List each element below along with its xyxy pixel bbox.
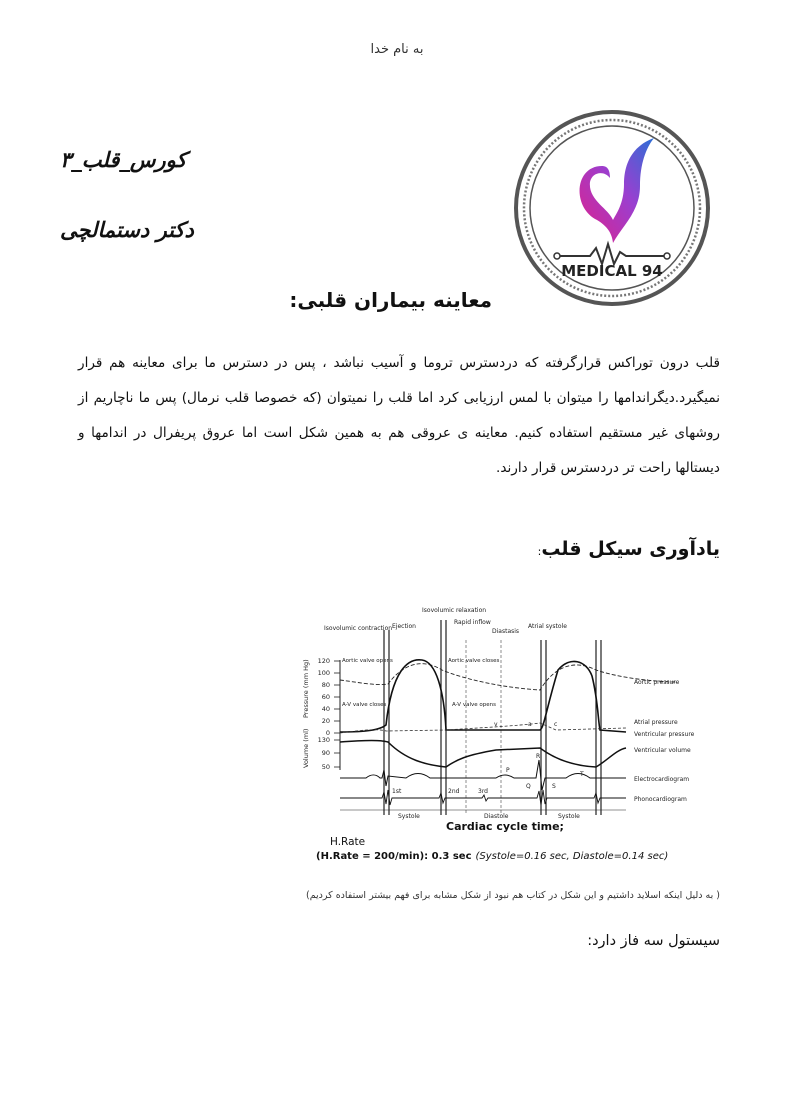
tick-130: 130: [317, 736, 330, 744]
wave-label-c: c: [554, 721, 558, 728]
tick-90: 90: [321, 749, 330, 757]
label-ejection: Ejection: [392, 623, 416, 630]
course-title: کورس_قلب_۳: [60, 148, 187, 172]
phase-bar-diastole: Diastole: [484, 813, 509, 820]
label-av-valve-closes: A-V valve closes: [342, 702, 387, 708]
volume-axis-label: Volume (ml): [302, 728, 310, 768]
label-av-valve-opens: A-V valve opens: [452, 702, 496, 708]
wave-label-a: a: [528, 721, 532, 728]
section-heading-cardiac-cycle: [80, 538, 720, 560]
label-ventricular-pressure: Ventricular pressure: [634, 731, 695, 738]
medical94-logo: [512, 108, 712, 308]
logo-text: MEDICAL 94: [561, 262, 663, 280]
phase-bar-systole-2: Systole: [558, 813, 580, 820]
figure-hr-line-bold: (H.Rate = 200/min): 0.3 sec: [316, 851, 472, 862]
figure-hr-line-italic: (Systole=0.16 sec, Diastole=0.14 sec): [475, 851, 669, 862]
pressure-axis-label: Pressure (mm Hg): [302, 659, 310, 718]
label-aortic-pressure: Aortic pressure: [634, 679, 680, 686]
page-header-bismillah: به نام خدا: [370, 42, 424, 57]
section-heading-colon: :: [537, 545, 542, 558]
figure-hr-line: [316, 851, 668, 862]
label-aortic-valve-opens: Aortic valve opens: [342, 658, 393, 664]
label-isovolumic-contraction: Isovolumic contraction: [324, 625, 393, 632]
tick-120: 120: [317, 657, 330, 665]
label-electrocardiogram: Electrocardiogram: [634, 776, 690, 783]
section-heading-text: یادآوری سیکل قلب: [541, 538, 720, 560]
label-diastasis: Diastasis: [492, 628, 520, 635]
section-heading-cardiac-exam: معاینه بیماران قلبی:: [289, 288, 492, 312]
heart-sound-3rd: 3rd: [478, 788, 488, 795]
label-phonocardiogram: Phonocardiogram: [634, 796, 687, 803]
wave-label-v: v: [494, 721, 498, 728]
ecg-label-s: S: [552, 783, 556, 790]
phase-bar-systole-1: Systole: [398, 813, 420, 820]
label-atrial-systole: Atrial systole: [528, 623, 567, 630]
ecg-label-q: Q: [526, 783, 531, 790]
heart-sound-2nd: 2nd: [448, 788, 460, 795]
ecg-label-r: R: [536, 753, 541, 760]
label-atrial-pressure: Atrial pressure: [634, 719, 678, 726]
figure-caption: ( به دلیل اینکه اسلاید داشتیم و این شکل در کتاب هم نبود از شکل مشابه برای فهم بیشتر استفاده کردیم): [306, 890, 720, 901]
tick-0: 0: [325, 729, 330, 737]
tick-20: 20: [321, 717, 330, 725]
doctor-name: دکتر دستمالچی: [60, 218, 194, 242]
tick-80: 80: [321, 681, 330, 689]
tick-100: 100: [317, 669, 330, 677]
ecg-label-p: P: [506, 767, 510, 774]
tick-40: 40: [321, 705, 330, 713]
label-isovolumic-relaxation: Isovolumic relaxation: [422, 607, 487, 614]
label-ventricular-volume: Ventricular volume: [634, 747, 691, 754]
tick-50: 50: [321, 763, 330, 771]
heart-sound-1st: 1st: [392, 788, 402, 795]
systole-phases-line: سیستول سه فاز دارد:: [587, 933, 720, 949]
label-aortic-valve-closes: Aortic valve closes: [448, 658, 500, 664]
label-rapid-inflow: Rapid inflow: [454, 619, 491, 626]
body-paragraph: قلب درون توراکس قرارگرفته که دردسترس تروما و آسیب نباشد ، پس در دسترس ما برای معاینه هم قرار نمیگیرد.دیگراندامها را میتوان با لمس ارزیابی کرد اما قلب را نمیتوان (که خصوصا قلب نرمال) پس ما ناچاریم از روشهای غیر مستقیم استفاده کنیم. معاینه ی عروقی هم به همین شکل است اما عروق پریفرال در اندامها و دیستالها راحت تر دردسترس قرار دارند.: [78, 355, 720, 476]
figure-hr-label: H.Rate: [330, 836, 366, 848]
ecg-label-t: T: [580, 771, 584, 778]
cardiac-cycle-figure: [296, 600, 722, 862]
figure-bottom-title: Cardiac cycle time;: [446, 820, 564, 833]
tick-60: 60: [321, 693, 330, 701]
